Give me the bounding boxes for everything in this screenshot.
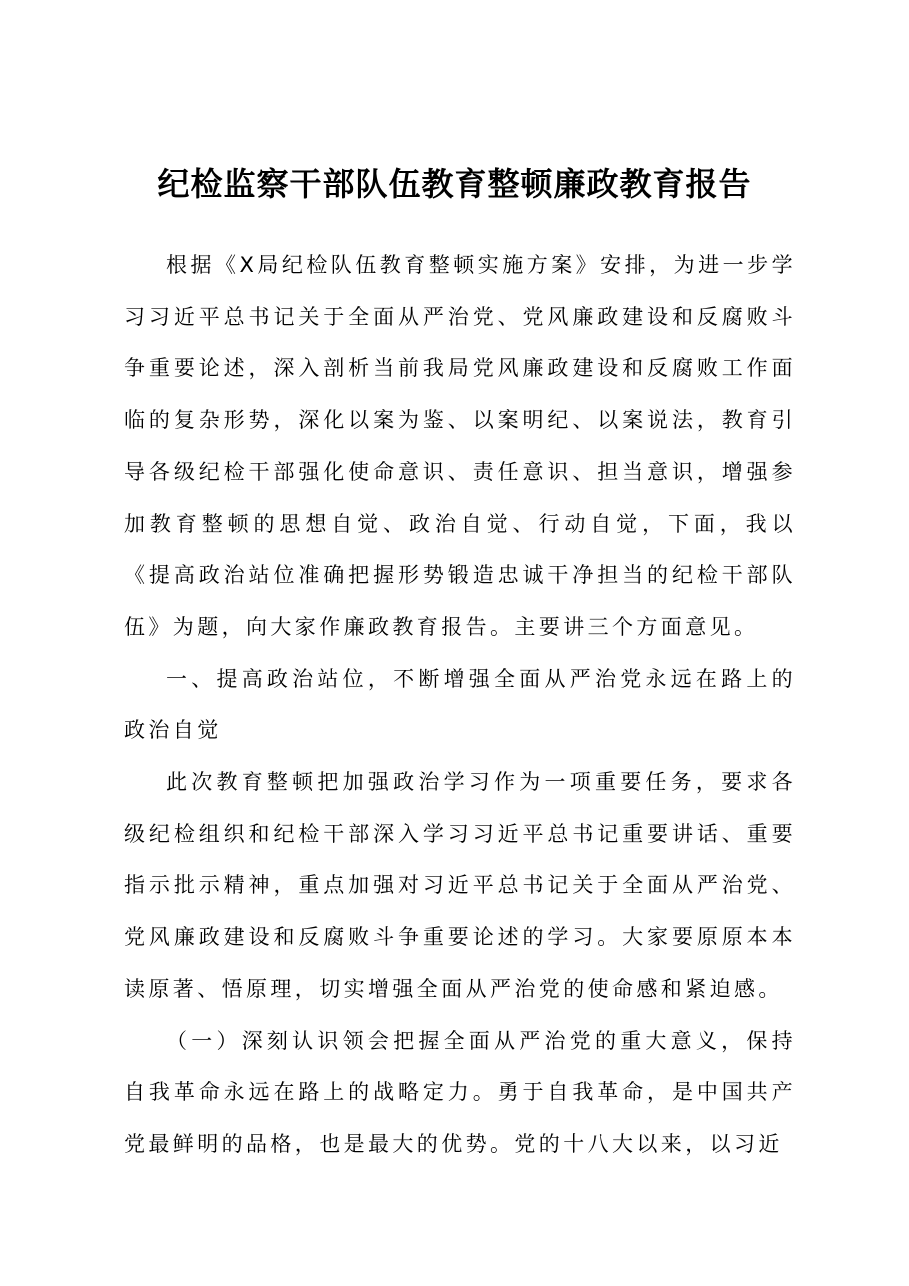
document-title: 纪检监察干部队伍教育整顿廉政教育报告 bbox=[157, 165, 752, 203]
paragraph-section-1: 此次教育整顿把加强政治学习作为一项重要任务，要求各级纪检组织和纪检干部深入学习习近平总书记重要讲话、重要指示批示精神，重点加强对习近平总书记关于全面从严治党、党风廉政建设和反腐败斗争重要论述的学习。大家要原原本本读原著、悟原理，切实增强全面从严治党的使命感和紧迫感。 bbox=[124, 770, 796, 1001]
paragraph-intro: 根据《X局纪检队伍教育整顿实施方案》安排，为进一步学习习近平总书记关于全面从严治党、党风廉政建设和反腐败斗争重要论述，深入剖析当前我局党风廉政建设和反腐败工作面临的复杂形势，深化以案为鉴、以案明纪、以案说法，教育引导各级纪检干部强化使命意识、责任意识、担当意识，增强参加教育整顿的思想自觉、政治自觉、行动自觉，下面，我以《提高政治站位准确把握形势锻造忠诚干净担当的纪检干部队伍》为题，向大家作廉政教育报告。主要讲三个方面意见。 bbox=[124, 253, 796, 639]
section-heading-1: 一、提高政治站位，不断增强全面从严治党永远在路上的政治自觉 bbox=[124, 666, 796, 743]
subsection-1-1: （一）深刻认识领会把握全面从严治党的重大意义，保持自我革命永远在路上的战略定力。勇于自我革命，是中国共产党最鲜明的品格，也是最大的优势。党的十八大以来，以习近 bbox=[124, 1028, 796, 1156]
document-body bbox=[124, 240, 796, 1171]
